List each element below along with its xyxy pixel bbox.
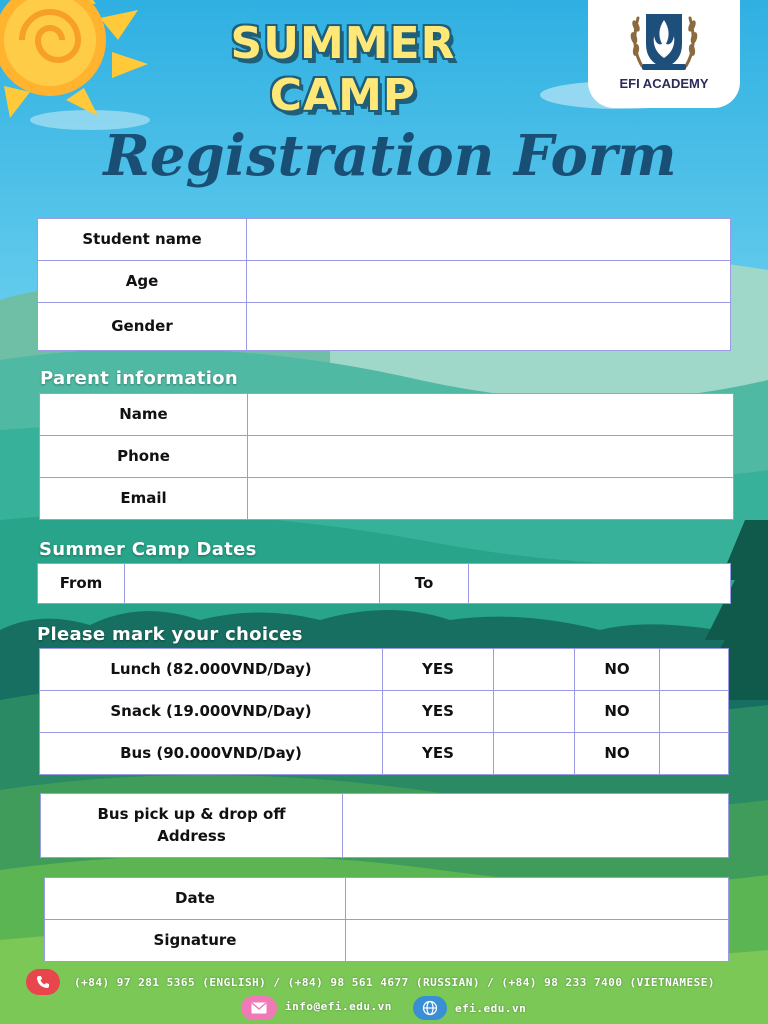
table-row (41, 794, 729, 858)
table-row (38, 303, 731, 351)
choices-heading: Please mark your choices (37, 624, 303, 645)
lunch-label: Lunch (82.000VND/Day) (40, 649, 383, 691)
age-label: Age (38, 261, 247, 303)
choices-table (39, 648, 729, 775)
table-row (45, 920, 729, 962)
table-row (40, 436, 734, 478)
bus-no-box[interactable] (660, 733, 729, 775)
parent-name-field[interactable] (248, 394, 734, 436)
to-date-field[interactable] (469, 564, 731, 604)
table-row (40, 649, 729, 691)
efi-academy-logo (588, 0, 740, 108)
no-label: NO (575, 733, 660, 775)
bus-address-label (41, 794, 343, 858)
date-label: Date (45, 878, 346, 920)
table-row (40, 478, 734, 520)
logo-emblem-icon (628, 6, 700, 74)
to-label: To (380, 564, 469, 604)
dates-heading: Summer Camp Dates (39, 539, 257, 560)
from-date-field[interactable] (125, 564, 380, 604)
student-name-field[interactable] (247, 219, 731, 261)
email-field[interactable] (248, 478, 734, 520)
table-row (40, 691, 729, 733)
bus-label: Bus (90.000VND/Day) (40, 733, 383, 775)
title-summer: SUMMER (230, 18, 456, 69)
parent-table (39, 393, 734, 520)
phone-icon (26, 969, 60, 995)
bus-address-label-line2: Address (157, 826, 226, 845)
signature-field[interactable] (346, 920, 729, 962)
student-name-label: Student name (38, 219, 247, 261)
signature-table (44, 877, 729, 962)
title-camp: CAMP (269, 70, 417, 121)
logo-name: EFI ACADEMY (619, 76, 709, 91)
bus-address-field[interactable] (343, 794, 729, 858)
table-row (45, 878, 729, 920)
from-label: From (38, 564, 125, 604)
yes-label: YES (383, 733, 494, 775)
parent-heading: Parent information (40, 368, 238, 389)
email-label: Email (40, 478, 248, 520)
student-table (37, 218, 731, 351)
lunch-no-box[interactable] (660, 649, 729, 691)
bus-address-label-line1: Bus pick up & drop off (97, 804, 286, 823)
table-row (40, 394, 734, 436)
gender-field[interactable] (247, 303, 731, 351)
gender-label: Gender (38, 303, 247, 351)
snack-yes-box[interactable] (494, 691, 575, 733)
signature-label: Signature (45, 920, 346, 962)
dates-table (37, 563, 731, 604)
snack-no-box[interactable] (660, 691, 729, 733)
table-row (38, 261, 731, 303)
footer-website[interactable]: efi.edu.vn (455, 1002, 527, 1015)
bus-yes-box[interactable] (494, 733, 575, 775)
no-label: NO (575, 649, 660, 691)
lunch-yes-box[interactable] (494, 649, 575, 691)
phone-label: Phone (40, 436, 248, 478)
footer-email[interactable]: info@efi.edu.vn (285, 1000, 392, 1013)
yes-label: YES (383, 649, 494, 691)
table-row (38, 219, 731, 261)
sun-icon (0, 0, 150, 120)
footer-phones: (+84) 97 281 5365 (ENGLISH) / (+84) 98 561 4677 (RUSSIAN) / (+84) 98 233 7400 (VIETNAMESE) (74, 976, 716, 989)
bus-address-table (40, 793, 729, 858)
snack-label: Snack (19.000VND/Day) (40, 691, 383, 733)
table-row (40, 733, 729, 775)
table-row (38, 564, 731, 604)
yes-label: YES (383, 691, 494, 733)
date-field[interactable] (346, 878, 729, 920)
mail-icon (241, 996, 277, 1020)
no-label: NO (575, 691, 660, 733)
parent-name-label: Name (40, 394, 248, 436)
globe-icon (413, 996, 447, 1020)
page-title: Registration Form (103, 123, 677, 189)
age-field[interactable] (247, 261, 731, 303)
phone-field[interactable] (248, 436, 734, 478)
